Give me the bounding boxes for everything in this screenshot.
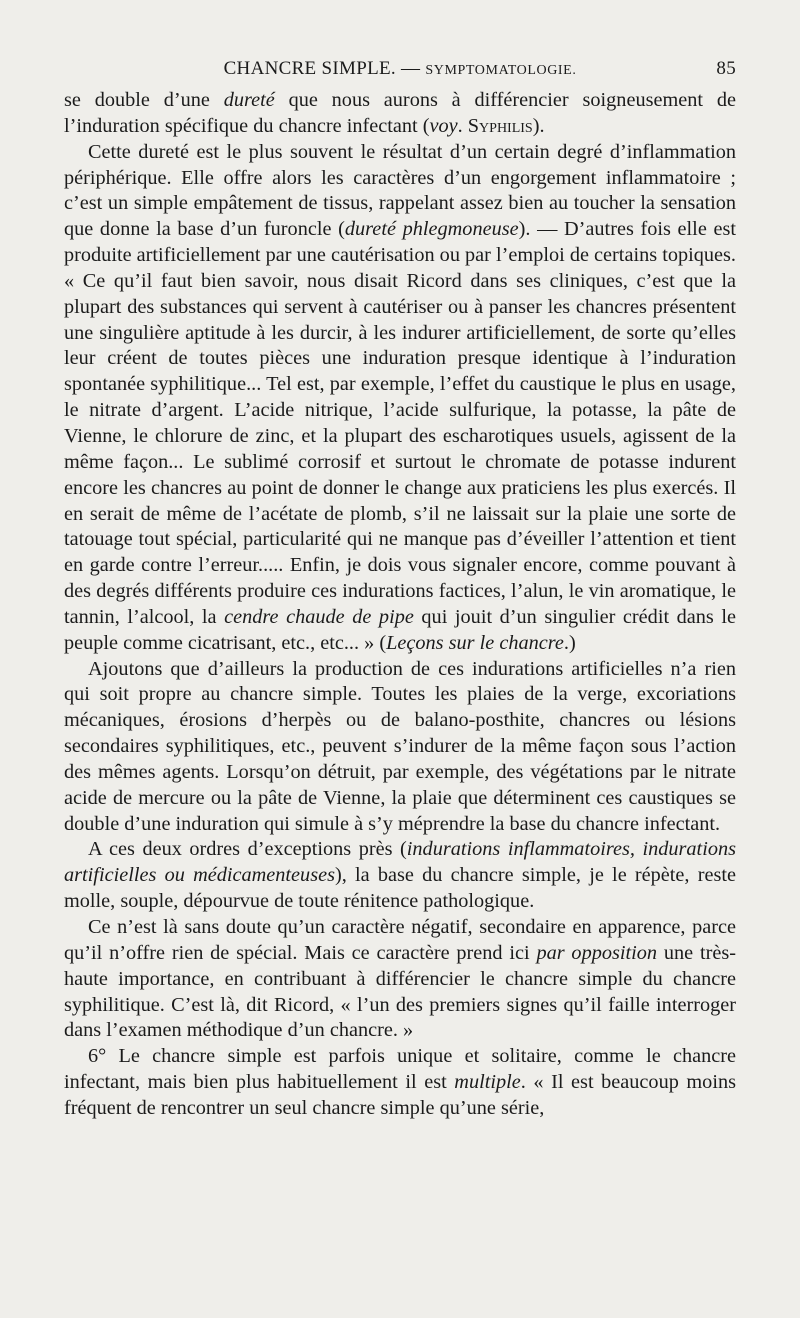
paragraph	[64, 837, 736, 915]
small-caps-text: Syphilis	[467, 114, 533, 137]
italic-text: par opposition	[536, 941, 658, 964]
text-run: une très-haute importance, en contribuant à différencier le chancre simple du chancre syphilitique. C’est là, dit Ricord, « l’un des premiers signes qu’il faille interroger dans l’examen méthodique d’un chancre. »	[64, 941, 736, 1042]
text-run: .)	[563, 631, 576, 654]
page-number: 85	[716, 58, 736, 79]
running-header	[64, 58, 736, 88]
text-run: qui jouit d’un singulier crédit dans le peuple comme cicatrisant, etc., etc... » (	[64, 605, 737, 654]
header-subtitle: SYMPTOMATOLOGIE.	[425, 63, 577, 78]
text-run: ), la base du chancre simple, je le répète, reste molle, souple, dépourvue de toute rénitence pathologique.	[64, 864, 736, 913]
italic-text: voy	[429, 114, 458, 137]
paragraph	[64, 140, 736, 657]
text-run: se double d’une	[64, 89, 224, 111]
header-dash: —	[401, 58, 421, 79]
paragraph	[64, 657, 736, 838]
italic-text: dureté phlegmoneuse	[344, 218, 519, 241]
text-run: ). — D’autres fois elle est produite artificiellement par une cautérisation ou par l’emploi de certains topiques. « Ce qu’il faut bien savoir, nous disait Ricord dans ses cliniques, c’est que la plupart des substances qui servent à cautériser ou à panser les chancres présentent une singulière aptitude à les durcir, à les indurer artificiellement, de sorte qu’elles leur créent de toutes pièces une induration presque identique à l’induration spontanée syphilitique... Tel est, par exemple, l’effet du caustique le plus en usage, le nitrate d’argent. L’acide nitrique, l’acide sulfurique, la potasse, la pâte de Vienne, le chlorure de zinc, et la plupart des escharotiques usuels, agissent de la même façon... Le sublimé corrosif et surtout le chromate de potasse indurent encore les chancres au point de donner le change aux praticiens les plus exercés. Il en serait de même de l’acétate de plomb, s’il ne laissait sur la plaie une sorte de tatouage tout spécial, particularité qui ne manque pas d’éveiller l’attention et tient en garde contre l’erreur..... Enfin, je dois vous signaler encore, comme pouvant à des degrés différents produire ces indurations factices, l’alun, le vin aromatique, le tannin, l’alcool, la	[64, 218, 736, 628]
paragraph	[64, 1044, 736, 1122]
header-title: CHANCRE SIMPLE.	[223, 58, 396, 79]
italic-text: dureté	[223, 89, 275, 111]
italic-text: cendre chaude de pipe	[224, 605, 414, 628]
italic-text: Leçons sur le chancre	[386, 631, 564, 654]
paragraph	[64, 88, 736, 140]
paragraph	[64, 915, 736, 1044]
text-run: . « Il est beaucoup moins fréquent de rencontrer un seul chancre simple qu’une série,	[64, 1071, 736, 1119]
body-text	[64, 88, 736, 1122]
italic-text: indurations inflammatoires, indurations artificielles ou médicamenteuses	[64, 838, 737, 887]
text-run: Ajoutons que d’ailleurs la production de ces indurations artificielles n’a rien qui soit propre au chancre simple. Toutes les plaies de la verge, excoriations mécaniques, érosions d’herpès ou de balano-posthite, chancres ou lésions secondaires syphilitiques, etc., peuvent s’indurer de la même façon sous l’action des mêmes agents. Lorsqu’on détruit, par exemple, des végétations par le nitrate acide de mercure ou la pâte de Vienne, la plaie que déterminent ces caustiques se double d’une induration qui simule à s’y méprendre la base du chancre infectant.	[64, 657, 736, 835]
text-run: Ce n’est là sans doute qu’un caractère négatif, secondaire en apparence, parce qu’il n’offre rien de spécial. Mais ce caractère prend ici	[64, 916, 736, 964]
italic-text: multiple	[454, 1071, 521, 1094]
text-run: Cette dureté est le plus souvent le résultat d’un certain degré d’inflammation périphérique. Elle offre alors les caractères d’un engorgement inflammatoire ; c’est un simple empâtement de tissus, rappelant assez bien au toucher la sensation que donne la base d’un furoncle (	[64, 140, 736, 241]
text-run: .	[457, 114, 468, 137]
text-run: A ces deux ordres d’exceptions près (	[88, 838, 407, 861]
text-run: 6° Le chancre simple est parfois unique et solitaire, comme le chancre infectant, mais bien plus habituellement il est	[64, 1045, 736, 1094]
text-run: ).	[532, 114, 545, 137]
text-run: que nous aurons à différencier soigneusement de l’induration spécifique du chancre infectant (	[64, 89, 736, 137]
